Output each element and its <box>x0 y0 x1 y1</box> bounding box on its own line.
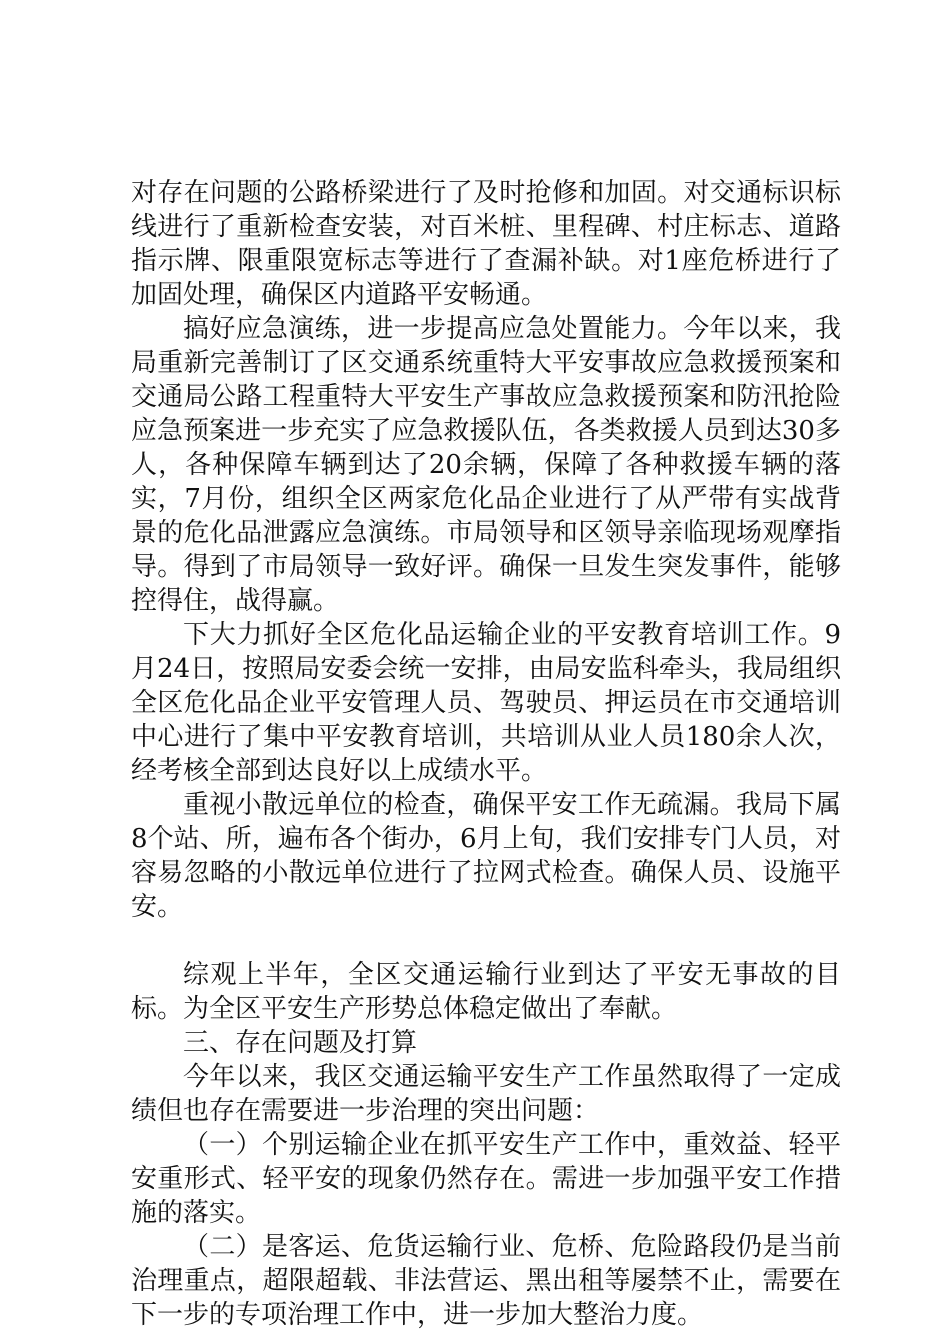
paragraph-small-units-inspection: 重视小散远单位的检查，确保平安工作无疏漏。我局下属8个站、所，遍布各个街办，6月上旬，我们安排专门人员，对容易忽略的小散远单位进行了拉网式检查。确保人员、设施平安。 <box>131 790 841 922</box>
paragraph-spacer <box>131 924 841 958</box>
paragraph-half-year-summary: 综观上半年，全区交通运输行业到达了平安无事故的目标。为全区平安生产形势总体稳定做出了奉献。 <box>131 960 841 1024</box>
document-body <box>131 176 841 1332</box>
paragraph-problem-1: （一）个别运输企业在抓平安生产工作中，重效益、轻平安重形式、轻平安的现象仍然存在。需进一步加强平安工作措施的落实。 <box>131 1130 841 1228</box>
paragraph-problems-intro: 今年以来，我区交通运输平安生产工作虽然取得了一定成绩但也存在需要进一步治理的突出问题： <box>131 1062 841 1126</box>
paragraph-emergency-drill: 搞好应急演练，进一步提高应急处置能力。今年以来，我局重新完善制订了区交通系统重特大平安事故应急救援预案和交通局公路工程重特大平安生产事故应急救援预案和防汛抢险应急预案进一步充实了应急救援队伍，各类救援人员到达30多人，各种保障车辆到达了20余辆，保障了各种救援车辆的落实，7月份，组织全区两家危化品企业进行了从严带有实战背景的危化品泄露应急演练。市局领导和区领导亲临现场观摩指导。得到了市局领导一致好评。确保一旦发生突发事件，能够控得住，战得赢。 <box>131 314 841 616</box>
paragraph-bridge-repair: 对存在问题的公路桥梁进行了及时抢修和加固。对交通标识标线进行了重新检查安装，对百米桩、里程碑、村庄标志、道路指示牌、限重限宽标志等进行了查漏补缺。对1座危桥进行了加固处理，确保区内道路平安畅通。 <box>131 178 841 310</box>
paragraph-safety-training: 下大力抓好全区危化品运输企业的平安教育培训工作。9月24日，按照局安委会统一安排，由局安监科牵头，我局组织全区危化品企业平安管理人员、驾驶员、押运员在市交通培训中心进行了集中平安教育培训，共培训从业人员180余人次，经考核全部到达良好以上成绩水平。 <box>131 620 841 786</box>
section-heading-problems: 三、存在问题及打算 <box>183 1028 418 1058</box>
paragraph-problem-2: （二）是客运、危货运输行业、危桥、危险路段仍是当前治理重点，超限超载、非法营运、黑出租等屡禁不止，需要在下一步的专项治理工作中，进一步加大整治力度。 <box>131 1232 841 1330</box>
